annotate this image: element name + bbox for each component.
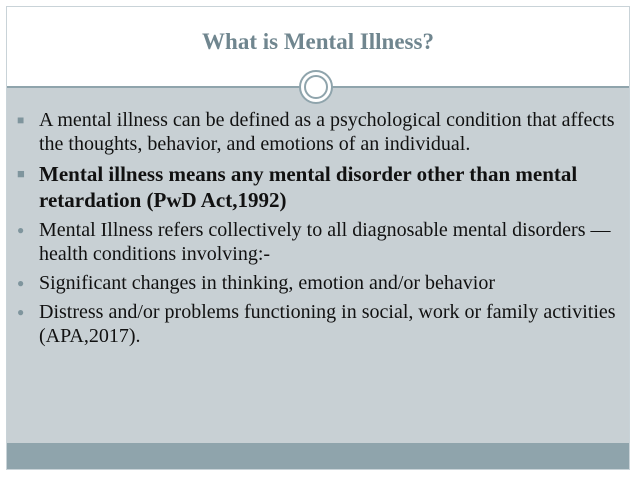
ring-ornament-icon — [299, 70, 333, 104]
bullet-list — [14, 108, 624, 353]
bullet-text: Mental Illness refers collectively to all diagnosable mental disorders — health conditions involving:- — [39, 219, 611, 265]
circle-bullet-icon: ● — [17, 223, 25, 237]
footer-bar — [7, 443, 629, 469]
square-bullet-icon: ■ — [17, 113, 25, 127]
bullet-item-2 — [14, 161, 624, 213]
ring-ornament-inner — [304, 75, 328, 99]
square-bullet-icon: ■ — [17, 166, 25, 181]
circle-bullet-icon: ● — [17, 305, 25, 319]
circle-bullet-icon: ● — [17, 276, 25, 290]
bullet-item-4 — [14, 271, 624, 295]
bullet-text: A mental illness can be defined as a psychological condition that affects the thoughts, behavior, and emotions of an individual. — [39, 109, 615, 155]
bullet-text: Mental illness means any mental disorder other than mental retardation (PwD Act,1992) — [39, 162, 578, 212]
bullet-text: Distress and/or problems functioning in social, work or family activities (APA,2017). — [39, 301, 616, 347]
bullet-text: Significant changes in thinking, emotion and/or behavior — [39, 272, 496, 294]
bullet-item-1 — [14, 108, 624, 156]
bullet-item-5 — [14, 300, 624, 348]
bullet-item-3 — [14, 218, 624, 266]
slide-title: What is Mental Illness? — [202, 29, 434, 54]
